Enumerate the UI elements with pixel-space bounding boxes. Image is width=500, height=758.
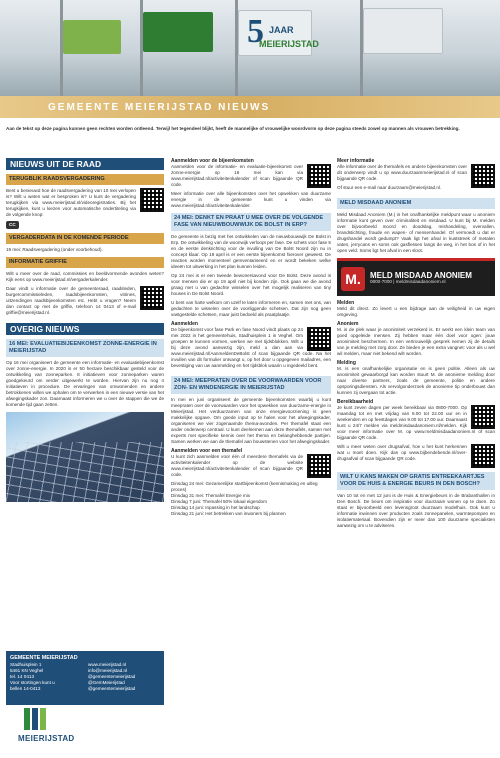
schedule-item: Dinsdag 7 juni: Themafel 50% lokaal eigendom (171, 499, 267, 504)
email-text: Of stuur een e-mail naar duurzaam@meierijstad.nl. (337, 185, 442, 190)
drugs-block (337, 444, 495, 468)
meepraten-text: In mei en juni organiseert de gemeente bijeenkomsten waarbij u kunt meepraten over de voorwaarden voor het opwekken van duurzame-energie in Meierijstad. Het verduurzamen van onze energievoorziening is geen makkelijke opgave. Om goede input op te halen voor het afwegingskader, organiseren we vier zogenaamde thema-avonden. Per themafel staat een ander onderwerp centraal. U kunt deelnemen aan deze themafels, samen met experts met specifieke kennis over het thema en belanghebbende partijen. Samen werken we aan de themafel aan bouwstenen voor het afwegingskader. (171, 397, 331, 444)
contact-phone: tel. 14 0413 (10, 674, 35, 679)
qr-code-icon[interactable] (307, 454, 331, 478)
flag-5-jaar (238, 10, 319, 56)
schedule-item: Dinsdag 14 juni: Inpassing in het landschap (171, 505, 260, 510)
flag-jaar-text: JAAR (269, 25, 294, 35)
section-header-raad: NIEUWS UIT DE RAAD (6, 158, 164, 170)
drugs-text: Wilt u meer weten over drugsafval, hoe u het kunt herkennen wat u moet doen. Kijk dan op www.bijbendebende.nl/over-drugsafval of scan bijgaande QR code. (337, 444, 467, 461)
meer-info-heading: Meer informatie (337, 158, 375, 164)
cc-button[interactable]: CC (6, 221, 19, 229)
vergaderdata-header: VERGADERDATA IN DE KOMENDE PERIODE (6, 233, 164, 244)
bolst-aanmelden-block (171, 327, 331, 372)
griffie-block (6, 286, 164, 319)
terugblik-text: Bent u benieuwd hoe de raadsvergadering van 10 mei verlopen is? Wilt u weten wat er besproken is? U kunt de vergadering terugkijken via www.meierijstad.nl/videoregistraties. Bij het terugkijken, kunt u kiezen voor automatische ondertiteling via de volgende knop: (6, 188, 136, 217)
bereikbaarheid-text: Je kunt zeven dagen per week bereikbaar via 0800-7000. Op maandag tot en met vrijdag van 8.00 tot 22.00 uur en in weekenden en op feestdagen van 9.00 tot 17.00 uur. Daarnaast kunt u 24/7 melden via meldmisdaadanoniem.nl/melden. Kijk voor meer informatie over M. op www.meldmisdaadanoniem.nl of scan bijgaande QR code. (337, 405, 495, 440)
aanmelden-block (171, 164, 331, 191)
bolst-header: 24 MEI: DENKT EN PRAAT U MEE OVER DE VOLGENDE FASE VAN NIEUWBOUWWIJK DE BOLST IN ERP? (171, 213, 331, 231)
anoniem-heading: Anoniem (337, 321, 359, 327)
schedule-list (171, 481, 331, 517)
anoniem-text: M. is de plek waar je anonimiteit verzekerd is. Er werkt een klein team van goed opgeleide mensen. Zij hebben maar één doel voor ogen: jouw anonimiteit beschermen. In een vertrouwelijk gesprek nemen zij de details van je melding met zorg door. Ze bieden je een extra vangnet: voor als u wel wil melden, maar niet bekend wilt worden. (337, 327, 495, 356)
column-2 (171, 158, 331, 517)
bolst-text-1: De gemeente is bezig met het ontwikkelen van de nieuwbouwwijk De Bolst in Erp. De ontwikkeling van de woonwijk verloopt per fase. De schets voor fase 5 en de eerste denkrichting voor de invulling van De Bolst Noord zijn nu in concept klaar. Op 19 april is er een eerste bijeenkomst hierover geweest. De reacties worden momenteel geïnventariseerd en er wordt bekeken welke ideeën tot uitwerking in het plan kunnen leiden. (171, 234, 331, 269)
vergaderdata-text: 19 mei: Raadsvergadering (onder voorbehoud). (6, 247, 103, 252)
column-3 (337, 158, 495, 532)
meierijstad-logo (18, 708, 78, 752)
bolst-text-2: Op 24 mei is er een tweede bewonersavond voor De Bolst. Deze avond is voor mensen die er op 19 april niet bij konden zijn. Ook gaan we die avond graag met u van gedachte wisselen over het mogelijk realiseren van tiny houses in De Bolst Noord. (171, 273, 331, 296)
melding-text: M. is een onafhankelijke organisatie en is geen politie. Alleen als uw anonimiteit gewaarborgd kan worden stuurt M. de anonieme melding door naar diverse partners, zoals de gemeente, politie en andere opsporingsdiensten. Als vervolgonderzoek de anonieme tip onderbouwt dan kunnen zij overgaan tot actie. (337, 366, 495, 395)
huis-energie-text: Van 10 tot en met 12 juni is de Huis & Energiebeurs in de Brabanthallen in Den Bosch. De beurs om inspiratie voor duurzaam wonen op te doen. Zo staat er bijvoorbeeld een levensgroot duurzaam modelhuis. Ook kunt u informatie inwinnen over producten zoals zonnepanelen, warmtepompen en isolatiemateriaal. Bovendien zijn er meer dan 100 duurzame specialisten aanwezig om u te adviseren. (337, 493, 495, 528)
contact-address-line: 5461 KN Veghel (10, 668, 44, 673)
section-header-overig: OVERIG NIEUWS (6, 323, 164, 335)
qr-code-icon[interactable] (471, 164, 495, 188)
meer-info-text: Alle informatie over de themafels en andere bijeenkomsten over dit onderwerp vindt u op www.duurzaammeierijstad.nl of scan bijgaande QR code. (337, 164, 467, 181)
schedule-item: Dinsdag 24 mei: Gezamenlijke startbijeenkomst (kennismaking en uitleg proces) (171, 481, 318, 492)
contact-box (6, 651, 164, 705)
flag-white (363, 8, 443, 54)
column-1 (6, 158, 164, 502)
terugblik-block (6, 188, 164, 229)
solar-panels-photo (6, 412, 164, 502)
flag-brand-text: MEIERIJSTAD (259, 39, 319, 49)
qr-code-icon[interactable] (140, 188, 164, 212)
bolst-aanmelden-text: De bijeenkomst voor fase Park en fase Noord vindt plaats op 24 mei 2022 in het gemeentehuis, Stadhuisplein 1 in Veghel. Om groepen te kunnen vormen, werken we met tijdsblokken. Wilt u bij deze avond aanwezig zijn, meld u dan aan via www.meierijstad.nl/AanmeldenDeBolst of scan bijgaande QR code. Na het invullen van dit formulier ontvangt u, op het door u opgegeven mailadres, een bevestiging van uw aanmelding en het tijdsblok waarin u ingedeeld bent. (171, 327, 331, 368)
masthead (0, 96, 500, 118)
facebook-link[interactable]: @gemeentemeierijstad (88, 674, 136, 679)
melding-heading: Melding (337, 360, 356, 366)
qr-code-icon[interactable] (471, 444, 495, 468)
themafel-aanmelden-heading: Aanmelden voor een themafel (171, 448, 243, 454)
terugblik-header: TERUGBLIK RAADSVERGADERING (6, 174, 164, 185)
evaluatie-header: 16 MEI: EVALUATIEBIJEENKOMST ZONNE-ENERGIE IN MEIERIJSTAD (6, 339, 164, 357)
bolst-aanmelden-heading: Aanmelden (171, 321, 198, 327)
contact-address-line: Stadhuisplein 1 (10, 662, 42, 667)
contact-heading: GEMEENTE MEIERIJSTAD (10, 655, 78, 661)
griffie-text-1: Wilt u meer over de raad, commissies en beeldvormende avonden weten? Kijk eens op www.meierijstad.nl/vergaderkalender. (6, 271, 164, 282)
banner-subtitle: 0800-7000 | meldmisdaadanoniem.nl (370, 278, 446, 284)
qr-code-icon[interactable] (471, 405, 495, 429)
schedule-item: Dinsdag 21 juni: Het betrekken van inwoners bij plannen (171, 511, 286, 516)
masthead-title: GEMEENTE MEIERIJSTAD NIEUWS (48, 101, 271, 113)
misdaad-header: MELD MISDAAD ANONIEM (337, 198, 495, 209)
logo-word: MEIERIJSTAD (18, 734, 75, 743)
schedule-item: Dinsdag 31 mei: Themafel Energie mix (171, 493, 251, 498)
instagram-link[interactable]: @gemeentemeierijstad (88, 686, 136, 691)
griffie-header: INFORMATIE GRIFFIE (6, 257, 164, 268)
contact-email-link[interactable]: info@meierijstad.nl (88, 668, 128, 673)
logo-mark-icon (24, 708, 48, 730)
melden-text: Meld dit direct. Zo levert u een bijdrage aan de veiligheid in uw eigen omgeving. (337, 306, 495, 317)
meer-info-text: Meer informatie over alle bijeenkomsten over het opwekken van duurzame energie in de gemeente kunt u vinden via www.meierijstad.nl/activiteitenkalender. (171, 191, 331, 208)
contact-website-link[interactable]: www.meierijstad.nl (88, 662, 127, 667)
flag-number: 5 (247, 13, 264, 50)
bereikbaarheid-heading: Bereikbaarheid (337, 399, 374, 405)
qr-code-icon[interactable] (140, 286, 164, 310)
themafel-aanmelden-text: U kunt zich aanmelden voor één of meerdere themafels via de activiteitenkalender op de website www.meierijstad.nl/activiteitenkalender of scan bijgaande QR code. (171, 454, 303, 477)
banner-title: MELD MISDAAD ANONIEM (370, 270, 472, 280)
melden-heading: Melden (337, 300, 355, 306)
flag-green (63, 20, 121, 54)
qr-code-icon[interactable] (307, 327, 331, 351)
intro-disclaimer: Aan de tekst op deze pagina kunnen geen rechten worden ontleend. Terwijl het tegendeel blijkt, heeft de mannelijke of vrouwelijke woordvorm op deze pagina steeds zowel op mannen als vrouwen betrekking. (6, 126, 460, 131)
misdaad-text: Meld Misdaad Anoniem (M.) is het onafhankelijke meldpunt waar u anoniem informatie kunt geven over criminaliteit en misdaad. U kunt bij M. melden over bijvoorbeeld moord en doodslag, mishandeling, overvallen, brandstichting, fraude en wapen- of mensenhandel. Of vermoedt u dat er drugshandel wordt gedumpt? Vaak ligt het afval in kuststreek of metalen vaten, jerrycans en soms ook gasflessen langs de weg, in het bos of in het open veld. Soms ligt het afval in een sloot. (337, 212, 495, 253)
meepraten-header: 24 MEI: MEEPRATEN OVER DE VOORWAARDEN VOOR ZON- EN WINDENERGIE IN MEIERIJSTAD (171, 376, 331, 394)
evaluatie-text: Op 16 mei organiseert de gemeente een informatie- en evaluatiebijeenkomst over zonne-energie. In 2020 is er 50 hectare beschikbaar gesteld voor de ontwikkeling van zonneparken. 8 initiatieven voor zonneparken waren goedgekeurd om verder uitgewerkt te worden. Hiervan zijn nu nog 4 initiatieven in procedure. De ervaringen van omwonenden en andere betrokkenen willen we ophalen om te verwerken in een nieuwe versie van het afwegingskader zon. Daarnaast informeren we u over de stappen die we de komende tijd gaan zetten. (6, 360, 164, 407)
twitter-link[interactable]: @GemMeierijstad (88, 680, 125, 685)
contact-address-line: bellen 14-0413 (10, 686, 41, 691)
qr-code-icon[interactable] (307, 164, 331, 188)
hero-photo (0, 0, 500, 96)
meld-misdaad-banner[interactable] (337, 258, 495, 296)
flag-darkgreen (143, 12, 213, 52)
m-logo-icon: M. (341, 267, 365, 291)
bolst-text-3: U bent van harte welkom om uzelf te laten informeren en, samen met ons, van gedachten te wisselen over de voorliggende schetsen. Dat zijn nog geen vastgestelde schetsen, maar juist bedoeld als praatplaatje. (171, 300, 331, 317)
meer-info-block (337, 164, 495, 194)
griffie-text-2: Daar vindt u informatie over de gemeenteraad, raadsleden, burgercommissieleden, raadsbijeenkomsten, vitrines, uitzendingen raadsbijeenkomsten etc. Hebt u vragen? Neem dan contact op met de griffie, telefoon 14 0413 of e-mail griffie@meierijstad.nl. (6, 286, 136, 315)
aanmelden-heading: Aanmelden voor de bijeenkomsten (171, 158, 254, 164)
bereikbaarheid-block (337, 405, 495, 444)
themafel-aanmelden-block (171, 454, 331, 481)
contact-address-line: Voor stortingen kunt u (10, 680, 55, 685)
aanmelden-text: Aanmelden voor de informatie- en evaluatie-bijeenkomst over zonne-energie op 16 mei kan via www.meierijstad.nl/activiteitenkalender of scan bijgaande QR code. (171, 164, 303, 187)
huis-energie-header: WILT U KANS MAKEN OP GRATIS ENTREEKAARTJES VOOR DE HUIS & ENERGIE BEURS IN DEN BOSCH? (337, 472, 495, 490)
